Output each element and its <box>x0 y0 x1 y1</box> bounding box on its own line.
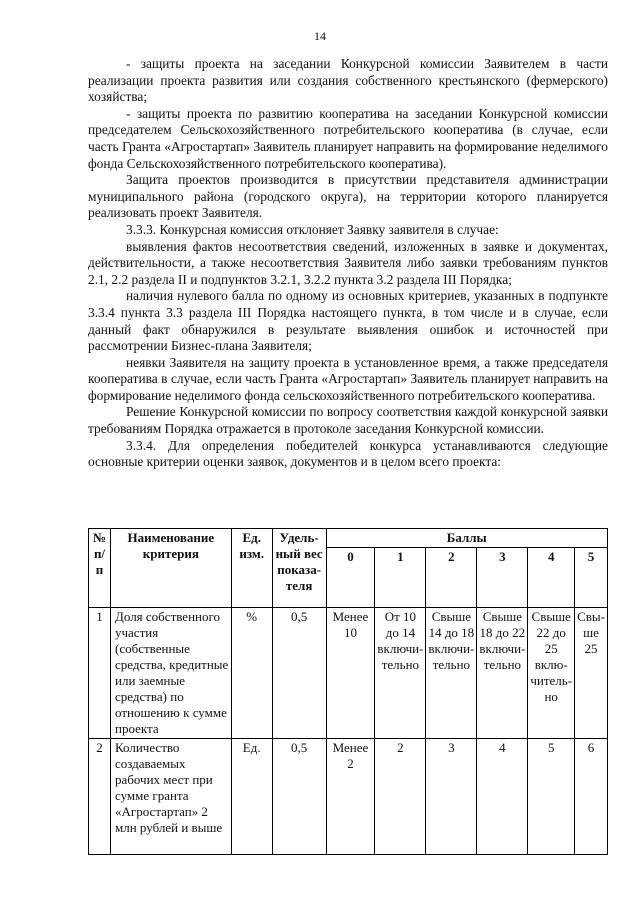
header-score: 3 <box>477 548 528 608</box>
paragraph: выявления фактов несоответствия сведений, изложенных в заявке и документах, действительности, а также несоответствия Заявителя либо заявки требованиям пунктов 2.1, 2.2 раздела II и подпунктов 3.2.1, 3.2.2 пункта 3.2 раздела III Порядка; <box>88 238 608 287</box>
paragraph: 3.3.3. Конкурсная комиссия отклоняет Заявку заявителя в случае: <box>126 221 499 237</box>
header-score: 4 <box>528 548 575 608</box>
header-name: Наименование критерия <box>111 529 232 608</box>
header-weight: Удель-ный вес показа-теля <box>272 529 326 608</box>
page-number: 14 <box>314 29 326 43</box>
header-num: № п/п <box>89 529 111 608</box>
header-score: 0 <box>326 548 375 608</box>
cell-score: Свыше 14 до 18 включи-тельно <box>426 608 477 739</box>
paragraph: неявки Заявителя на защиту проекта в установленное время, а также председателя кооператива в случае, если часть Гранта «Агростартап» Заявитель планирует направить на формирование неделимого фонда сельскохозяйственного потребительского кооператива. <box>88 354 608 403</box>
paragraph: - защиты проекта по развитию кооператива на заседании Конкурсной комиссии председателем Сельскохозяйственного потребительского кооператива (в случае, если часть Гранта «Агростартап» Заявитель планирует направить на формирование неделимого фонда Сельскохозяйственного потребительского кооператива). <box>88 105 608 171</box>
table-header-row <box>89 529 608 548</box>
cell-score: 6 <box>575 739 608 855</box>
cell-num: 2 <box>89 739 111 855</box>
cell-num: 1 <box>89 608 111 739</box>
cell-score: Свыше 22 до 25 вклю-читель-но <box>528 608 575 739</box>
criteria-table <box>88 528 608 855</box>
cell-score: 2 <box>375 739 426 855</box>
cell-name: Доля собственного участия (собственные средства, кредитные или заемные средства) по отношению к сумме проекта <box>111 608 232 739</box>
cell-unit: Ед. <box>231 739 272 855</box>
table-row <box>89 608 608 739</box>
table-row <box>89 739 608 855</box>
cell-score: 4 <box>477 739 528 855</box>
header-score: 5 <box>575 548 608 608</box>
paragraph: Защита проектов производится в присутствии представителя администрации муниципального района (городского округа), на территории которого планируется реализовать проект Заявителя. <box>88 172 608 221</box>
cell-weight: 0,5 <box>272 739 326 855</box>
header-score: 2 <box>426 548 477 608</box>
cell-score: От 10 до 14 включи-тельно <box>375 608 426 739</box>
cell-score: Менее 2 <box>326 739 375 855</box>
cell-score: Менее 10 <box>326 608 375 739</box>
cell-score: 3 <box>426 739 477 855</box>
header-score: 1 <box>375 548 426 608</box>
header-points: Баллы <box>326 529 608 548</box>
cell-name: Количество создаваемых рабочих мест при сумме гранта «Агростартап» 2 млн рублей и выше <box>111 739 232 855</box>
cell-score: Свыше 18 до 22 включи-тельно <box>477 608 528 739</box>
cell-weight: 0,5 <box>272 608 326 739</box>
paragraph: 3.3.4. Для определения победителей конкурса устанавливаются следующие основные критерии оценки заявок, документов и в целом всего проекта: <box>88 437 608 470</box>
paragraph: наличия нулевого балла по одному из основных критериев, указанных в подпункте 3.3.4 пункта 3.3 раздела III Порядка настоящего пункта, в том числе и в случае, если данный факт обнаружился в результате выявления ошибок и источностей при рассмотрении Бизнес-плана Заявителя; <box>88 288 608 354</box>
header-unit: Ед. изм. <box>231 529 272 608</box>
document-body <box>88 56 608 471</box>
cell-score: 5 <box>528 739 575 855</box>
paragraph: - защиты проекта на заседании Конкурсной комиссии Заявителем в части реализации проекта развития или создания собственного крестьянского (фермерского) хозяйства; <box>88 56 608 105</box>
paragraph: Решение Конкурсной комиссии по вопросу соответствия каждой конкурсной заявки требованиям Порядка отражается в протоколе заседания Конкурсной комиссии. <box>88 404 608 437</box>
cell-score: Свы-ше 25 <box>575 608 608 739</box>
cell-unit: % <box>231 608 272 739</box>
